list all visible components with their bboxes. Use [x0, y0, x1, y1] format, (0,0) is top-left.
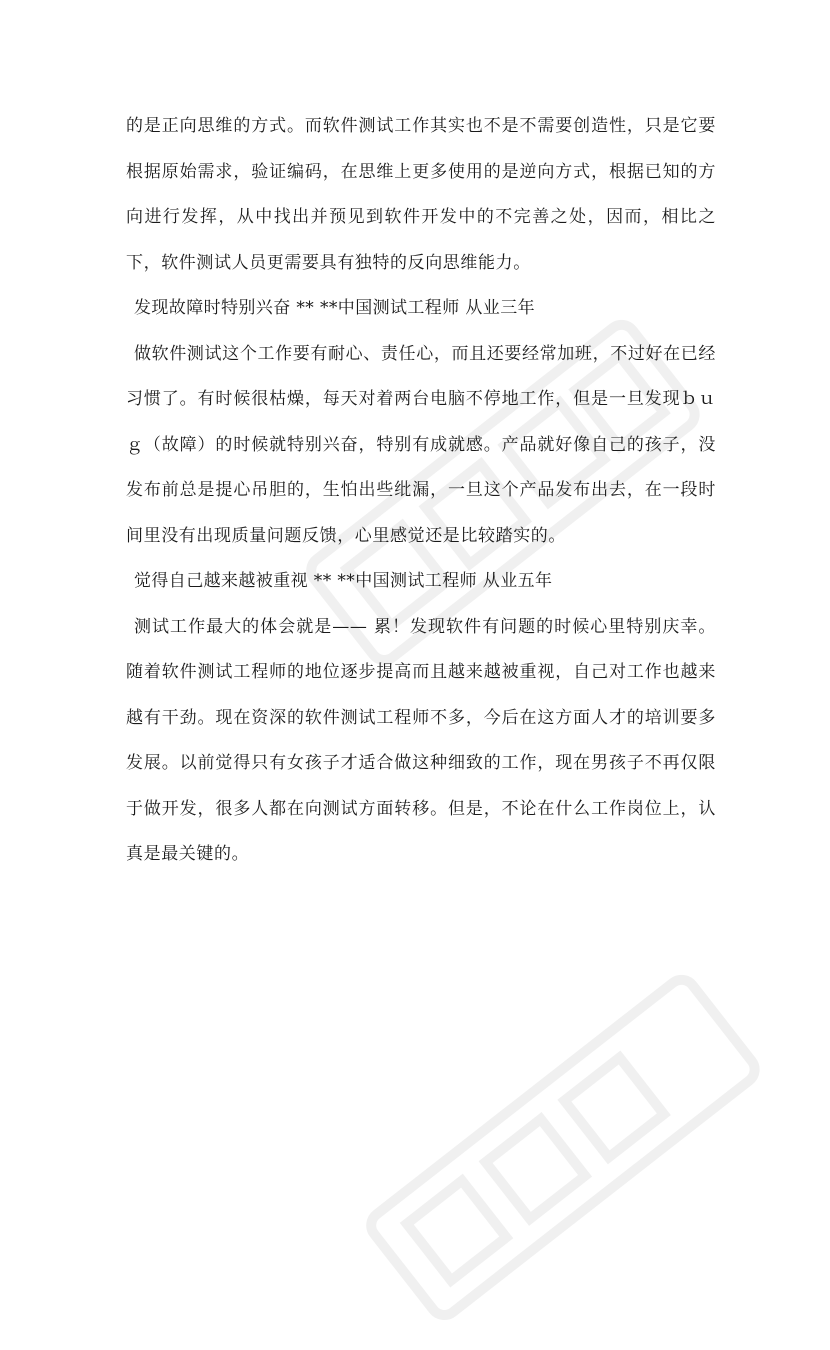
testimonial-heading-five-years: 觉得自己越来越被重视 ** **中国测试工程师 从业五年 — [134, 571, 553, 591]
watermark-logo-bottom — [354, 963, 785, 1350]
paragraph-reverse-thinking: 的是正向思维的方式。而软件测试工作其实也不是不需要创造性，只是它要根据原始需求，验证编码，在思维上更多使用的是逆向方式，根据已知的方向进行发挥，从中找出并预见到软件开发中的不完善之处，因而，相比之下，软件测试人员更需要具有独特的反向思维能力。 — [126, 116, 716, 273]
paragraph-patience-responsibility: 做软件测试这个工作要有耐心、责任心，而且还要经常加班，不过好在已经习惯了。有时候很枯燥，每天对着两台电脑不停地工作，但是一旦发现ｂｕｇ（故障）的时候就特别兴奋，特别有成就感。产品就好像自己的孩子，没发布前总是提心吊胆的，生怕出些纰漏，一旦这个产品发布出去，在一段时间里没有出现质量问题反馈，心里感觉还是比较踏实的。 — [126, 343, 716, 546]
paragraph-tiring-but-valued: 测试工作最大的体会就是—— 累！发现软件有问题的时候心里特别庆幸。随着软件测试工程师的地位逐步提高而且越来越被重视，自己对工作也越来越有干劲。现在资深的软件测试工程师不多，今后在这方面人才的培训要多发展。以前觉得只有女孩子才适合做这种细致的工作，现在男孩子不再仅限于做开发，很多人都在向测试方面转移。但是，不论在什么工作岗位上，认真是最关键的。 — [126, 616, 716, 864]
testimonial-heading-three-years: 发现故障时特别兴奋 ** **中国测试工程师 从业三年 — [134, 298, 536, 318]
document-body — [126, 104, 716, 878]
